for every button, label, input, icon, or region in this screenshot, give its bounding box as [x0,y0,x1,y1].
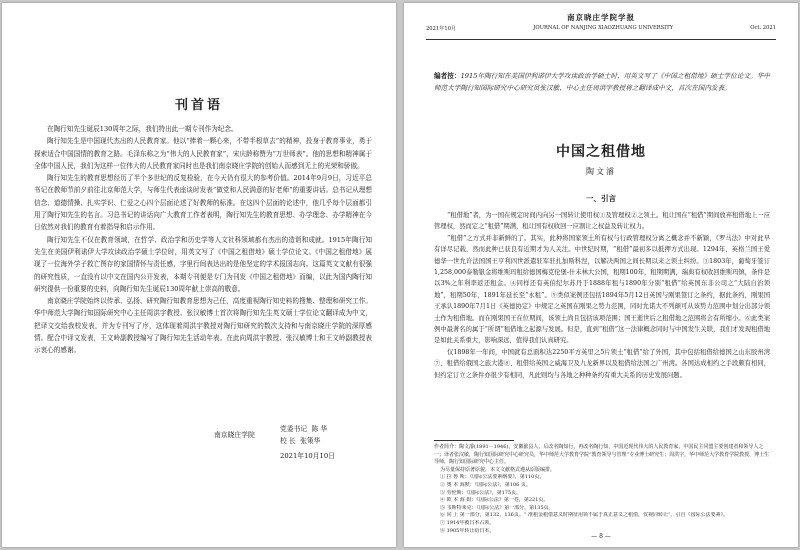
footnote-item: ⑦ 1914年被日本占领。 [440,519,495,526]
left-page [2,3,396,547]
signatory-name: 陈 华 [311,425,328,433]
footnote-item: ⑥ 同 上 第一部分，第132、136页。“ 准租金租借意义时期征用领不属于真正意义之租借，仅视同转让”。引自《国际公法要素》。 [440,512,729,519]
right-page [404,3,798,547]
article-body [434,210,770,381]
signatory-row [280,423,384,435]
signatory-role: 党委书记 [280,425,308,433]
footnote-item: ③ 劳伦斯：《国际公法》，第175页。 [440,489,522,496]
footnote-note: 为尽量保持原著原貌，本文文献格式遵从原版编排。 [440,466,556,473]
signature-date: 2021年10月10日 [280,452,335,460]
journal-header [426,12,776,40]
editor-note [434,71,770,94]
signature-org: 南京晓庄学院 [214,431,255,439]
article-author: 陶文濬 [586,167,616,176]
footnotes [434,440,770,535]
author-bio: 作者简介：陶文濬(1891－1946)，安徽歙县人，后改名陶知行，再改名陶行知，中国近现代伟大的人民教育家，中国民主同盟主要创建者和领导人之一；译者张汉敏，陶行知国际研究中心研究员，华中师范大学教育学院“教育领导与管理”专业博士研究生；周洪宇，华中师范大学教育学院教授、博士生导师，陶行知国际研究中心主任。 [434,444,770,466]
section-heading: 一、引言 [586,194,616,203]
journal-issue-cn: 2021年10月 [426,26,457,32]
editor-note-label: 编者按： [434,72,461,80]
article-paragraph: 仅1898年一年间，中国就有总面积达2250平方英里之5片领土“租借”给了外国，其中包括租借给德国之山东胶州湾⑦、租借给俄国之旅大港⑧、租借给英国之威海卫及九龙新界以及租借给法国之广州湾。各国达成相约之手段颇有相同，但约定订立之条件亦很少有相同，凡此则均与各地之种种条约有重大关系的历史发展问题。 [434,348,770,379]
footnote-item: ⑤ 韦斯特莱克：《国际公法》第一部分，第135页。 [440,504,554,511]
footnote-item: ⑧ 1905年转让给日本。 [440,527,495,534]
signature-block [214,423,384,462]
foreword-paragraph: 陶行知先生是中国现代杰出的人民教育家。他以“捧着一颗心来，不带半根草去”的精神，投身于教育事业，勇于探索适合中国国情的教育之路。毛泽东称之为“伟大的人民教育家”，宋庆龄称赞为“万世师表”。他的思想和精神属于全体中国人民，我们为这样一位伟大的人民教育家同时也是我们南京晓庄学院的创始人而感到无上的光荣和骄傲。 [34,137,372,170]
journal-issue-en: Oct. 2021 [750,25,776,31]
foreword-paragraph: 南京晓庄学院始终以传承、弘扬、研究陶行知教育思想为己任，高度重视陶行知史料的搜集、整理和研究工作。华中师范大学陶行知国际研究中心主任周洪宇教授、张汉敏博士首次将陶行知先生英文硕士学位论文翻译成为中文，把译文交给我校发表，并为专刊写了序，这体现着周洪宇教授对陶行知研究的数次支持和与南京晓庄学院的深厚感情。配合中译文发表，王文岭副教授编写了陶行知先生活动年表。在此向周洪宇教授、张汉敏博士和王文岭副教授表示衷心的感谢。 [34,297,372,355]
foreword-paragraph: 陶行知先生不仅在教育领域，在哲学、政治学和历史学等人文社科领域都有杰出的造诣和成就。1915年陶行知先生在美国伊利诺伊大学攻读政治学硕士学位时，用英文写了《中国之租借地》硕士学位论文。《中国之租借地》展现了一位海外学子救亡图存的家国情怀与责任感，字里行间表达出的是他坚定的学术报国志向。这篇英文文献有很强的研究性质，一直没有以中文在国内公开发表，本期专刊便是专门为刊发《中国之租借地》而编，以此为国内陶行知研究提供一份重要的史料，向陶行知先生诞辰130周年献上崇高的敬意。 [34,235,372,293]
footnote-item: ④ 欧 本 海 姆：《国际公法》第一卷，第221页。 [440,497,549,504]
footnote-divider [434,440,514,441]
article-title: 中国之租借地 [556,144,646,160]
signatory-row [280,435,384,447]
article-paragraph: “租借地”者，为一国在规定时间内向另一国转让使用权①及管理权②之领土。租让国在“租借”期间放弃租借地上一应管理权，然而定之“租借”期满，租让国有权收回一应割让之权益及转让权力。 [434,212,770,231]
footnote-item: ② 奥 本 海默：《国际公法》，第106 页。 [440,481,531,488]
article-paragraph: “租借”之方式并非新鲜的了。其实，此种将国家领土所有权与行政管理权分离之概念并不新颖，《罗马法》中对此早有详尽记载，然而此种已获良有近期才为人关注。中世纪时期，“租借”最初多以抵押方式出现。1294年，英格兰国王爱德华一世允许法国国王亨利四世派遣驻军驻扎加斯科涅，以解决两国之间长期以来之领土纠纷。③1803年，葡萄牙签订1,258,000泰勒银金将维斯玛租给德国梅克伦堡-什未林大公国，租期100年，租期期满，瑞典有权收回维斯玛镇，条件是以3%之年利率返还租金。④同样还有英伯纪尔苏丹于1888年租与1890年分别“租借”给英国东非公司之“大陆自治领地”，租期50年，1891年延长至“永租”。⑤类似案例还包括1894年5月12日英国与刚果签订之条约，据此条约，刚果国王承认1890年7月1日《英德协定》中规定之英国在刚果之势力范围，同时允诺大不列颠可从该势力范围中划分出部分领土作为租借地。而在刚果国王在位期间，该领土尚且包括该项范围；国王逝世后之租借地之范围将会有所缩小。⑥此类案例中最著名的属于“所谓”租借地之起源与发展。但是，直到“租借”这一法律概念同时与中国发生关联，我们才发现租借地是如此关系重大，影响深远，值得我们认真研究。 [434,234,770,345]
footnote-item: ① 拉 鲁 斯：《国际公法要素纲要》，第110页。 [440,474,545,481]
foreword-body [34,123,372,357]
foreword-title: 刊首语 [174,98,223,113]
editor-note-text: 1915年陶行知在美国伊利诺伊大学攻读政治学硕士时，用英文写了《中国之租借地》硕士学位论文。华中师范大学陶行知国际研究中心研究员张汉敏、中心主任周洪宇教授将之翻译成中文，首次在国内发表。 [434,72,771,92]
page-number: — 8 — [591,533,611,540]
signatory-name: 张策华 [300,437,321,445]
journal-name-en: JOURNAL OF NANJING XIAOZHUANG UNIVERSITY [533,25,674,31]
foreword-paragraph: 陶行知先生的教育思想经历了半个多世纪的反复检验，在今天仍有很大的参考价值。2014年9月9日，习近平总书记在教师节前夕前往北京师范大学，与师生代表座谈时发表“做党和人民满意的好老师”的重要讲话。总书记从理想信念、道德情操、扎实学识、仁爱之心四个层面论述了好教师的标准。在这四个层面的论述中，他几乎每个层面都引用了陶行知先生的名言。习总书记的讲话向广大教育工作者表明，陶行知先生的教育思想、办学理念、办学精神在今日依然对我们的教育有着指导和启示作用。 [34,174,372,232]
foreword-paragraph: 在陶行知先生诞辰130周年之际，我们特出此一期专刊作为纪念。 [47,125,238,133]
signatory-role: 校 长 [280,437,296,445]
journal-name-cn: 南京晓庄学院学报 [567,13,635,22]
